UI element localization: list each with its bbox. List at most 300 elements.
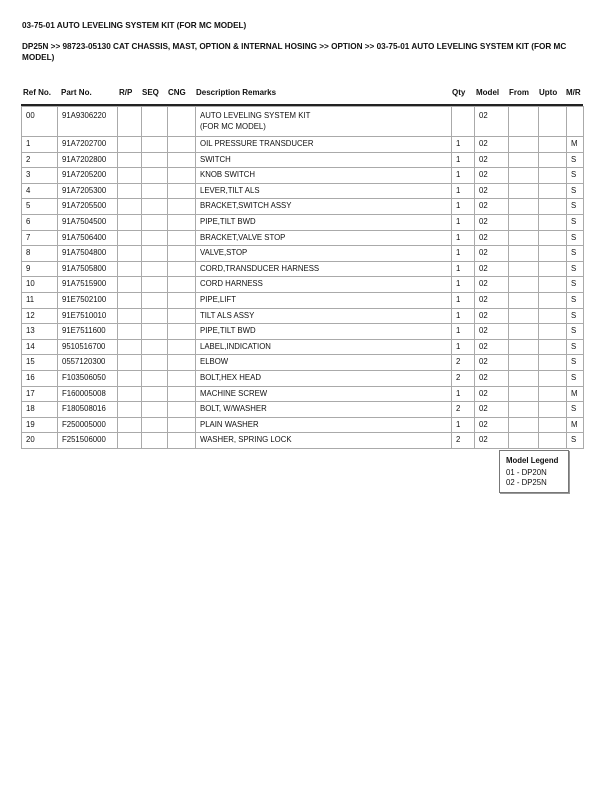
qty-cell-text: 2 (456, 372, 461, 382)
model-cell-text: 02 (479, 111, 488, 120)
upto-cell (539, 339, 567, 355)
cng-cell (168, 230, 196, 246)
model-cell-text: 02 (479, 216, 488, 226)
seq-cell (142, 355, 168, 371)
col-cng: CNG (168, 88, 186, 97)
ref-cell-text: 12 (26, 310, 35, 320)
part-no-cell (58, 402, 118, 418)
upto-cell (539, 230, 567, 246)
part-no-cell (58, 107, 118, 137)
description-cell-text: PIPE,LIFT (200, 294, 236, 304)
model-cell-text: 02 (479, 435, 488, 445)
part-no-cell (58, 386, 118, 402)
cng-cell (168, 292, 196, 308)
from-cell (509, 183, 539, 199)
mr-cell-text: S (571, 357, 577, 367)
rp-cell (118, 433, 142, 449)
description-cell-text: PLAIN WASHER (200, 419, 259, 429)
part-no-cell-text: F250005000 (62, 419, 106, 429)
ref-cell-text: 9 (26, 263, 31, 273)
qty-cell-text: 1 (456, 248, 461, 258)
upto-cell (539, 261, 567, 277)
part-no-cell-text: 91E7510010 (62, 310, 107, 320)
ref-cell (22, 183, 58, 199)
ref-cell-text: 7 (26, 232, 31, 242)
mr-cell (567, 402, 584, 418)
ref-cell (22, 107, 58, 137)
seq-cell (142, 417, 168, 433)
seq-cell (142, 433, 168, 449)
model-cell-text: 02 (479, 419, 488, 429)
table-row (22, 246, 584, 262)
rp-cell (118, 107, 142, 137)
table-row (22, 339, 584, 355)
description-cell-text: SWITCH (200, 154, 231, 164)
ref-cell-text: 11 (26, 294, 35, 304)
table-row (22, 277, 584, 293)
rp-cell (118, 277, 142, 293)
description-cell (196, 277, 452, 293)
rp-cell (118, 230, 142, 246)
model-cell (475, 246, 509, 262)
mr-cell (567, 183, 584, 199)
model-cell (475, 370, 509, 386)
model-cell-text: 02 (479, 279, 488, 289)
parts-table (21, 106, 584, 449)
qty-cell-text: 1 (456, 341, 461, 351)
cng-cell (168, 277, 196, 293)
description-cell (196, 183, 452, 199)
mr-cell (567, 355, 584, 371)
description-cell-text: TILT ALS ASSY (200, 310, 255, 320)
part-no-cell (58, 137, 118, 153)
qty-cell (452, 402, 475, 418)
from-cell (509, 137, 539, 153)
mr-cell (567, 292, 584, 308)
ref-cell-text: 8 (26, 248, 31, 258)
part-no-cell-text: 91A7505800 (62, 263, 107, 273)
ref-cell-text: 14 (26, 341, 35, 351)
qty-cell (452, 230, 475, 246)
qty-cell (452, 246, 475, 262)
upto-cell (539, 308, 567, 324)
part-no-cell (58, 339, 118, 355)
cng-cell (168, 168, 196, 184)
qty-cell-text: 1 (456, 279, 461, 289)
model-cell (475, 402, 509, 418)
from-cell (509, 214, 539, 230)
part-no-cell (58, 324, 118, 340)
part-no-cell-text: F103506050 (62, 372, 106, 382)
model-cell-text: 02 (479, 170, 488, 180)
model-cell-text: 02 (479, 294, 488, 304)
model-cell (475, 261, 509, 277)
mr-cell-text: S (571, 279, 577, 289)
mr-cell (567, 417, 584, 433)
qty-cell-text: 1 (456, 326, 461, 336)
mr-cell-text: S (571, 170, 577, 180)
upto-cell (539, 433, 567, 449)
model-cell (475, 292, 509, 308)
seq-cell (142, 199, 168, 215)
ref-cell-text: 20 (26, 435, 35, 445)
description-cell-text: OIL PRESSURE TRANSDUCER (200, 139, 314, 148)
part-no-cell-text: F160005008 (62, 388, 106, 398)
from-cell (509, 152, 539, 168)
cng-cell (168, 402, 196, 418)
description-cell (196, 246, 452, 262)
model-cell-text: 02 (479, 154, 488, 164)
model-cell (475, 277, 509, 293)
seq-cell (142, 152, 168, 168)
description-cell-text: BRACKET,VALVE STOP (200, 232, 286, 242)
upto-cell (539, 417, 567, 433)
mr-cell-text: S (571, 404, 577, 414)
seq-cell (142, 261, 168, 277)
table-row (22, 137, 584, 153)
from-cell (509, 246, 539, 262)
description-cell-text: BOLT, W/WASHER (200, 404, 267, 414)
upto-cell (539, 277, 567, 293)
seq-cell (142, 386, 168, 402)
ref-cell (22, 386, 58, 402)
from-cell (509, 433, 539, 449)
description-cell-text: WASHER, SPRING LOCK (200, 435, 292, 445)
mr-cell-text: S (571, 372, 577, 382)
model-cell (475, 168, 509, 184)
table-row (22, 417, 584, 433)
rp-cell (118, 199, 142, 215)
seq-cell (142, 168, 168, 184)
mr-cell (567, 107, 584, 137)
page-title: 03-75-01 AUTO LEVELING SYSTEM KIT (FOR MC MODEL) (22, 21, 247, 30)
description-cell (196, 137, 452, 153)
qty-cell (452, 168, 475, 184)
ref-cell-text: 5 (26, 201, 31, 211)
ref-cell (22, 246, 58, 262)
upto-cell (539, 199, 567, 215)
ref-cell (22, 324, 58, 340)
description-cell-text: BOLT,HEX HEAD (200, 372, 261, 382)
model-cell-text: 02 (479, 201, 488, 211)
ref-cell (22, 355, 58, 371)
qty-cell-text: 1 (456, 388, 461, 398)
mr-cell (567, 386, 584, 402)
mr-cell-text: S (571, 341, 577, 351)
from-cell (509, 339, 539, 355)
rp-cell (118, 246, 142, 262)
mr-cell (567, 370, 584, 386)
legend-item: 01 - DP20N (506, 468, 547, 477)
ref-cell (22, 417, 58, 433)
upto-cell (539, 168, 567, 184)
qty-cell (452, 324, 475, 340)
part-no-cell-text: 91A7202800 (62, 154, 107, 164)
breadcrumb: DP25N >> 98723-05130 CAT CHASSIS, MAST, OPTION & INTERNAL HOSING >> OPTION >> 03-75-01 AUTO LEVELING SYSTEM KIT (FOR MC MODEL) (22, 42, 567, 62)
part-no-cell (58, 214, 118, 230)
table-row (22, 370, 584, 386)
model-cell-text: 02 (479, 232, 488, 242)
model-cell (475, 417, 509, 433)
part-no-cell-text: 91A7515900 (62, 279, 107, 289)
upto-cell (539, 137, 567, 153)
upto-cell (539, 292, 567, 308)
model-cell-text: 02 (479, 263, 488, 273)
mr-cell (567, 246, 584, 262)
qty-cell-text: 1 (456, 310, 461, 320)
from-cell (509, 417, 539, 433)
table-row (22, 183, 584, 199)
description-cell (196, 417, 452, 433)
part-no-cell-text: F180508016 (62, 404, 106, 414)
ref-cell-text: 3 (26, 170, 31, 180)
ref-cell (22, 402, 58, 418)
qty-cell-text: 1 (456, 201, 461, 211)
col-seq: SEQ (142, 88, 159, 97)
qty-cell (452, 107, 475, 137)
description-cell (196, 402, 452, 418)
qty-cell-text: 2 (456, 435, 461, 445)
part-no-cell-text: 91A7504500 (62, 216, 107, 226)
cng-cell (168, 152, 196, 168)
model-cell (475, 433, 509, 449)
col-rp: R/P (119, 88, 133, 97)
description-cell (196, 214, 452, 230)
part-no-cell (58, 277, 118, 293)
upto-cell (539, 355, 567, 371)
upto-cell (539, 152, 567, 168)
seq-cell (142, 246, 168, 262)
cng-cell (168, 107, 196, 137)
ref-cell (22, 230, 58, 246)
from-cell (509, 107, 539, 137)
cng-cell (168, 137, 196, 153)
mr-cell (567, 261, 584, 277)
from-cell (509, 230, 539, 246)
ref-cell (22, 152, 58, 168)
rp-cell (118, 402, 142, 418)
qty-cell-text: 1 (456, 294, 461, 304)
mr-cell (567, 433, 584, 449)
mr-cell-text: S (571, 294, 577, 304)
ref-cell-text: 16 (26, 372, 35, 382)
rp-cell (118, 370, 142, 386)
from-cell (509, 199, 539, 215)
qty-cell-text: 1 (456, 139, 461, 148)
rp-cell (118, 183, 142, 199)
ref-cell-text: 13 (26, 326, 35, 336)
cng-cell (168, 199, 196, 215)
qty-cell (452, 417, 475, 433)
mr-cell (567, 199, 584, 215)
legend-title: Model Legend (506, 456, 559, 465)
mr-cell (567, 230, 584, 246)
model-cell-text: 02 (479, 326, 488, 336)
mr-cell-text: M (571, 419, 578, 429)
part-no-cell (58, 152, 118, 168)
ref-cell (22, 433, 58, 449)
part-no-cell-text: 91A7205300 (62, 185, 107, 195)
from-cell (509, 386, 539, 402)
part-no-cell-text: 91A7506400 (62, 232, 107, 242)
from-cell (509, 261, 539, 277)
model-cell-text: 02 (479, 388, 488, 398)
description-cell-text: KNOB SWITCH (200, 170, 256, 180)
model-cell-text: 02 (479, 185, 488, 195)
description-cell (196, 339, 452, 355)
model-cell (475, 214, 509, 230)
ref-cell-text: 19 (26, 419, 35, 429)
model-cell (475, 339, 509, 355)
mr-cell-text: S (571, 216, 577, 226)
mr-cell (567, 168, 584, 184)
qty-cell-text: 1 (456, 154, 461, 164)
mr-cell-text: S (571, 154, 577, 164)
rp-cell (118, 417, 142, 433)
mr-cell-text: S (571, 232, 577, 242)
part-no-cell-text: 9510516700 (62, 341, 106, 351)
rp-cell (118, 324, 142, 340)
model-cell (475, 152, 509, 168)
part-no-cell (58, 183, 118, 199)
qty-cell-text: 1 (456, 419, 461, 429)
seq-cell (142, 183, 168, 199)
part-no-cell (58, 370, 118, 386)
mr-cell (567, 308, 584, 324)
model-legend (499, 450, 569, 493)
mr-cell-text: S (571, 435, 577, 445)
col-upto: Upto (539, 88, 558, 97)
seq-cell (142, 339, 168, 355)
ref-cell-text: 1 (26, 139, 31, 148)
upto-cell (539, 370, 567, 386)
ref-cell-text: 15 (26, 357, 35, 367)
description-cell-text: MACHINE SCREW (200, 388, 268, 398)
mr-cell-text: M (571, 139, 578, 148)
description-cell (196, 370, 452, 386)
col-model: Model (476, 88, 500, 97)
part-no-cell-text: 91A7205200 (62, 170, 107, 180)
part-no-cell (58, 433, 118, 449)
ref-cell (22, 292, 58, 308)
upto-cell (539, 214, 567, 230)
ref-cell-text: 18 (26, 404, 35, 414)
ref-cell (22, 277, 58, 293)
col-part: Part No. (61, 88, 92, 97)
description-cell (196, 107, 452, 137)
table-row (22, 230, 584, 246)
part-no-cell (58, 355, 118, 371)
model-cell-text: 02 (479, 310, 488, 320)
ref-cell (22, 214, 58, 230)
cng-cell (168, 339, 196, 355)
upto-cell (539, 386, 567, 402)
table-row (22, 308, 584, 324)
ref-cell (22, 370, 58, 386)
ref-cell (22, 199, 58, 215)
table-row (22, 355, 584, 371)
table-row (22, 433, 584, 449)
table-row (22, 107, 584, 137)
upto-cell (539, 246, 567, 262)
qty-cell (452, 261, 475, 277)
table-header (21, 88, 583, 106)
seq-cell (142, 370, 168, 386)
model-cell (475, 308, 509, 324)
description-cell (196, 433, 452, 449)
upto-cell (539, 183, 567, 199)
remark-text: (FOR MC MODEL) (200, 122, 266, 131)
qty-cell-text: 1 (456, 232, 461, 242)
table-row (22, 292, 584, 308)
cng-cell (168, 386, 196, 402)
part-no-cell (58, 292, 118, 308)
qty-cell (452, 277, 475, 293)
description-cell (196, 355, 452, 371)
col-qty: Qty (452, 88, 466, 97)
part-no-cell-text: 91A7202700 (62, 139, 107, 148)
ref-cell (22, 168, 58, 184)
model-cell (475, 324, 509, 340)
ref-cell-text: 6 (26, 216, 31, 226)
description-cell-text: LEVER,TILT ALS (200, 185, 260, 195)
qty-cell (452, 386, 475, 402)
seq-cell (142, 277, 168, 293)
description-cell-text: AUTO LEVELING SYSTEM KIT (200, 111, 311, 120)
part-no-cell (58, 417, 118, 433)
qty-cell (452, 292, 475, 308)
ref-cell-text: 2 (26, 154, 31, 164)
cng-cell (168, 355, 196, 371)
seq-cell (142, 402, 168, 418)
qty-cell (452, 152, 475, 168)
qty-cell (452, 339, 475, 355)
model-cell-text: 02 (479, 404, 488, 414)
qty-cell (452, 433, 475, 449)
seq-cell (142, 230, 168, 246)
mr-cell (567, 214, 584, 230)
upto-cell (539, 107, 567, 137)
cng-cell (168, 183, 196, 199)
part-no-cell (58, 199, 118, 215)
description-cell-text: LABEL,INDICATION (200, 341, 271, 351)
seq-cell (142, 308, 168, 324)
rp-cell (118, 292, 142, 308)
seq-cell (142, 107, 168, 137)
ref-cell (22, 261, 58, 277)
cng-cell (168, 433, 196, 449)
mr-cell-text: S (571, 326, 577, 336)
mr-cell (567, 324, 584, 340)
from-cell (509, 324, 539, 340)
table-row (22, 168, 584, 184)
mr-cell-text: S (571, 310, 577, 320)
rp-cell (118, 355, 142, 371)
col-from: From (509, 88, 529, 97)
mr-cell-text: S (571, 201, 577, 211)
part-no-cell-text: 91A7205500 (62, 201, 107, 211)
col-desc: Description Remarks (196, 88, 277, 97)
qty-cell-text: 2 (456, 357, 461, 367)
table-row (22, 199, 584, 215)
description-cell-text: CORD,TRANSDUCER HARNESS (200, 263, 320, 273)
rp-cell (118, 386, 142, 402)
part-no-cell-text: 91E7511600 (62, 326, 106, 336)
qty-cell-text: 1 (456, 170, 461, 180)
table-row (22, 386, 584, 402)
ref-cell (22, 308, 58, 324)
model-cell-text: 02 (479, 372, 488, 382)
